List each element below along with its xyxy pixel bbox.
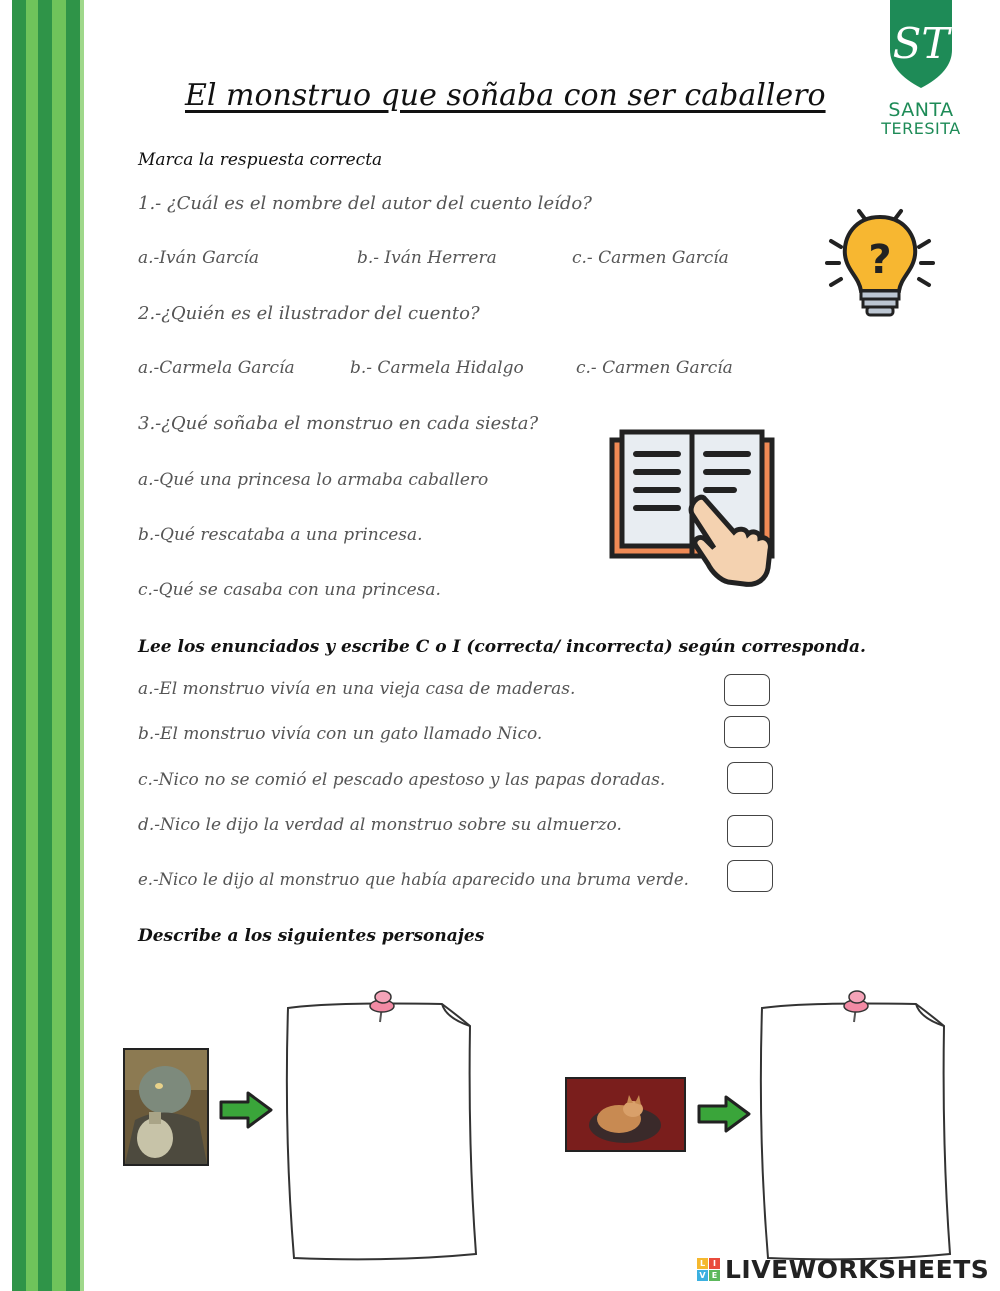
logo-line-1: SANTA (888, 99, 954, 121)
q1-option-c[interactable]: c.- Carmen García (572, 248, 729, 268)
logo-letters: ST (892, 19, 950, 68)
answer-box-b[interactable] (724, 716, 770, 748)
badge-letter-v: V (697, 1270, 708, 1281)
answer-box-d[interactable] (727, 815, 773, 847)
q1-option-a[interactable]: a.-Iván García (138, 248, 260, 268)
school-logo (876, 0, 966, 140)
statement-e: e.-Nico le dijo al monstruo que había aparecido una bruma verde. (138, 870, 689, 889)
liveworksheets-brand (697, 1256, 997, 1286)
statement-b: b.-El monstruo vivía con un gato llamado Nico. (138, 724, 543, 744)
answer-box-e[interactable] (727, 860, 773, 892)
answer-box-c[interactable] (727, 762, 773, 794)
statement-a: a.-El monstruo vivía en una vieja casa de maderas. (138, 679, 576, 699)
svg-text:?: ? (868, 237, 892, 283)
monster-character-image (123, 1048, 209, 1166)
brand-name: LIVEWORKSHEETS (725, 1255, 990, 1284)
question-1: 1.- ¿Cuál es el nombre del autor del cuento leído? (138, 193, 592, 214)
statement-d: d.-Nico le dijo la verdad al monstruo sobre su almuerzo. (138, 815, 622, 835)
decorative-stripes (0, 0, 84, 1291)
page-title: El monstruo que soñaba con ser caballero (185, 78, 826, 113)
q2-option-b[interactable]: b.- Carmela Hidalgo (350, 358, 524, 378)
arrow-right-icon (218, 1090, 274, 1130)
section-3-heading: Describe a los siguientes personajes (138, 926, 485, 946)
answer-box-a[interactable] (724, 674, 770, 706)
q2-option-c[interactable]: c.- Carmen García (576, 358, 733, 378)
badge-letter-e: E (709, 1270, 720, 1281)
section-1-heading: Marca la respuesta correcta (138, 150, 383, 170)
description-note-monster[interactable] (282, 986, 478, 1268)
q3-option-b[interactable]: b.-Qué rescataba a una princesa. (138, 525, 423, 545)
statement-c: c.-Nico no se comió el pescado apestoso y las papas doradas. (138, 770, 666, 790)
q3-option-c[interactable]: c.-Qué se casaba con una princesa. (138, 580, 441, 600)
badge-letter-l: L (697, 1258, 708, 1269)
brand-badge (697, 1258, 721, 1282)
arrow-right-icon (696, 1094, 752, 1134)
section-2-heading: Lee los enunciados y escribe C o I (correcta/ incorrecta) según corresponda. (138, 637, 866, 657)
logo-line-2: TERESITA (881, 119, 961, 138)
q3-option-a[interactable]: a.-Qué una princesa lo armaba caballero (138, 470, 489, 490)
lightbulb-question-icon (825, 205, 935, 320)
description-note-cat[interactable] (756, 986, 952, 1268)
question-2: 2.-¿Quién es el ilustrador del cuento? (138, 303, 480, 324)
q1-option-b[interactable]: b.- Iván Herrera (357, 248, 497, 268)
shield-icon (876, 0, 966, 95)
badge-letter-i: I (709, 1258, 720, 1269)
book-pointing-hand-icon (608, 428, 776, 590)
q2-option-a[interactable]: a.-Carmela García (138, 358, 295, 378)
cat-character-image (565, 1077, 686, 1152)
question-3: 3.-¿Qué soñaba el monstruo en cada siesta? (138, 413, 539, 434)
